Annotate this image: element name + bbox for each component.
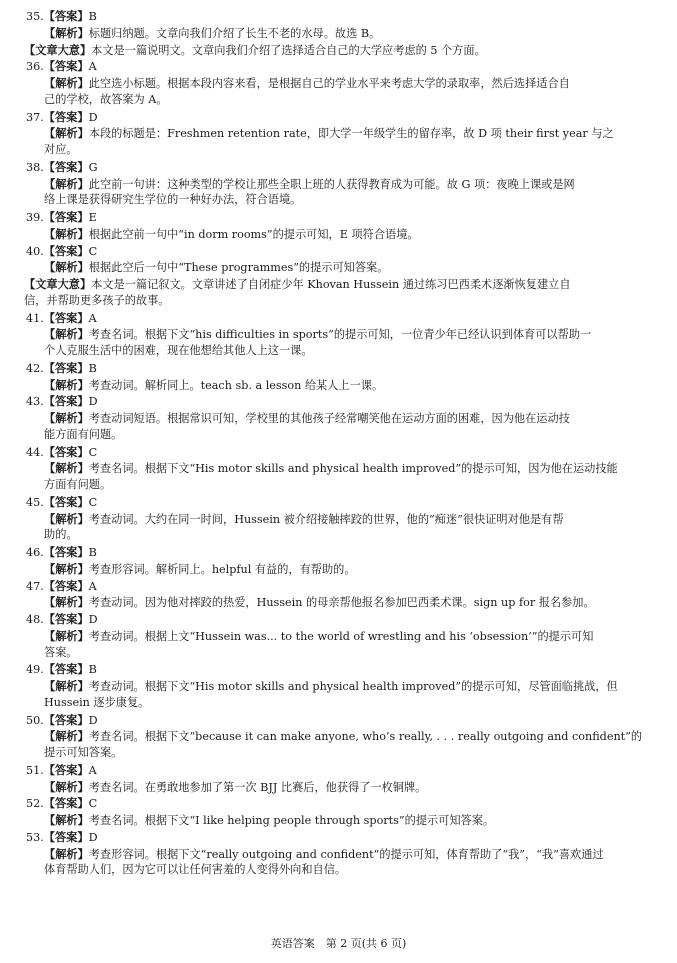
line-text: 此空选小标题。根据本段内容来看，是根据自己的学业水平来考虑大学的录取率，然后选择适合自 <box>88 77 570 90</box>
line-text: A <box>88 60 97 74</box>
answer-tag: 【答案】 <box>43 394 89 409</box>
question-number: 51. <box>26 763 44 777</box>
question-number: 41. <box>26 311 44 325</box>
line-text: 考查动词。根据上文“Hussein was... to the world of wrestling and his ‘obsession’”的提示可知 <box>88 629 594 643</box>
analysis-tag: 【解析】 <box>44 561 89 576</box>
question-number: 37. <box>26 110 44 124</box>
line-text: D <box>88 110 98 124</box>
analysis-tag: 【解析】 <box>44 176 89 191</box>
question-number: 52. <box>26 797 44 811</box>
question-number: 36. <box>26 60 44 74</box>
line-text: Hussein 逐步康复。 <box>44 695 150 709</box>
answer-tag: 【答案】 <box>43 310 89 325</box>
line-text: 答案。 <box>44 645 78 659</box>
analysis-tag: 【解析】 <box>44 846 89 861</box>
analysis-tag: 【解析】 <box>44 377 89 392</box>
line-text: 此空前一句讲：这种类型的学校让那些全职上班的人获得教育成为可能。故 G 项：夜晚上课或是网 <box>88 177 575 191</box>
line-text: A <box>88 763 97 777</box>
line-text: 考查名词。根据下文“his difficulties in sports”的提示可知，一位青少年已经认识到体育可以帮助一 <box>88 328 592 342</box>
line-text: 能方面有问题。 <box>44 427 123 441</box>
line-text: C <box>88 244 98 258</box>
line-text: 考查动词。因为他对摔跤的热爱，Hussein 的母亲帮他报名参加巴西柔术课。sign up for 报名参加。 <box>88 596 595 610</box>
line-text: 对应。 <box>44 143 78 156</box>
line-text: 考查形容词。解析同上。helpful 有益的，有帮助的。 <box>88 562 356 576</box>
analysis-tag: 【解析】 <box>44 461 89 476</box>
line-text: 信，并帮助更多孩子的故事。 <box>24 293 170 307</box>
answer-tag: 【答案】 <box>43 829 89 844</box>
analysis-tag: 【解析】 <box>44 628 89 643</box>
line-text: 体育帮助人们，因为它可以让任何害羞的人变得外向和自信。 <box>44 863 347 877</box>
answer-tag: 【答案】 <box>43 612 89 626</box>
answer-tag: 【答案】 <box>43 494 89 509</box>
answer-tag: 【答案】 <box>43 662 89 677</box>
question-number: 44. <box>26 445 44 459</box>
line-text: 本文是一篇记叙文。文章讲述了自闭症少年 Khovan Hussein 通过练习巴西柔术逐渐恢复建立自 <box>91 278 571 291</box>
line-text: 标题归纳题。文章向我们介绍了长生不老的水母。故选 B。 <box>88 26 381 40</box>
question-number: 39. <box>26 211 44 224</box>
answer-tag: 【答案】 <box>43 9 89 23</box>
summary-tag: 【文章大意】 <box>24 277 92 291</box>
answer-tag: 【答案】 <box>43 762 89 777</box>
analysis-tag: 【解析】 <box>44 226 89 241</box>
answer-tag: 【答案】 <box>43 712 89 727</box>
line-text: D <box>88 713 98 727</box>
line-text: 己的学校，故答案为 A。 <box>44 92 168 106</box>
line-text: 提示可知答案。 <box>44 746 123 759</box>
answer-tag: 【答案】 <box>43 159 89 174</box>
line-text: 本文是一篇说明文。文章向我们介绍了选择适合自己的大学应考虑的 5 个方面。 <box>91 43 486 57</box>
line-text: 根据此空后一句中“These programmes”的提示可知答案。 <box>88 261 389 275</box>
line-text: 考查名词。根据下文“I like helping people through sports”的提示可知答案。 <box>88 814 495 827</box>
line-text: 考查动词短语。根据常识可知，学校里的其他孩子经常嘲笑他在运动方面的困难，因为他在运动技 <box>88 412 570 425</box>
question-number: 48. <box>26 613 44 626</box>
question-number: 50. <box>26 713 44 727</box>
line-text: B <box>88 546 97 559</box>
question-number: 38. <box>26 160 44 174</box>
answer-tag: 【答案】 <box>43 360 89 375</box>
analysis-tag: 【解析】 <box>44 126 89 141</box>
page-footer: 英语答案 第 2 页(共 6 页) <box>270 937 407 950</box>
line-text: 络上课是获得研究生学位的一种好办法，符合语境。 <box>44 193 302 207</box>
question-number: 40. <box>26 244 44 258</box>
line-text: B <box>88 361 97 375</box>
line-text: 根据此空前一句中“in dorm rooms”的提示可知，E 项符合语境。 <box>88 227 419 241</box>
line-text: A <box>88 579 97 593</box>
analysis-tag: 【解析】 <box>44 813 89 827</box>
line-text: D <box>88 830 98 844</box>
line-text: 考查形容词。根据下文“really outgoing and confident”的提示可知，体育帮助了“我”，“我”喜欢通过 <box>88 847 604 861</box>
line-text: 考查动词。根据下文“His motor skills and physical health improved”的提示可知，尽管面临挑战，但 <box>88 680 618 693</box>
answer-tag: 【答案】 <box>43 109 89 124</box>
answer-tag: 【答案】 <box>43 243 89 258</box>
answer-tag: 【答案】 <box>43 796 89 811</box>
answer-tag: 【答案】 <box>43 545 89 559</box>
analysis-tag: 【解析】 <box>44 25 89 40</box>
line-text: 考查动词。大约在同一时间，Hussein 被介绍接触摔跤的世界，他的“痴迷”很快证明对他是有帮 <box>88 512 564 526</box>
line-text: B <box>88 10 97 23</box>
line-text: G <box>88 160 98 174</box>
line-text: 考查名词。在勇敢地参加了第一次 BJJ 比赛后，他获得了一枚铜牌。 <box>88 780 427 794</box>
analysis-tag: 【解析】 <box>44 595 89 610</box>
question-number: 47. <box>26 579 44 593</box>
line-text: 助的。 <box>44 528 78 542</box>
line-text: 本段的标题是：Freshmen retention rate，即大学一年级学生的留存率，故 D 项 their first year 与之 <box>88 127 614 141</box>
line-text: B <box>88 663 97 677</box>
analysis-tag: 【解析】 <box>44 411 89 425</box>
line-text: D <box>88 395 98 409</box>
line-text: 考查名词。根据下文“His motor skills and physical health improved”的提示可知，因为他在运动技能 <box>88 462 618 476</box>
line-text: 考查动词。解析同上。teach sb. a lesson 给某人上一课。 <box>88 378 384 392</box>
analysis-tag: 【解析】 <box>44 729 89 744</box>
analysis-tag: 【解析】 <box>44 679 89 693</box>
line-text: C <box>88 445 98 459</box>
answer-tag: 【答案】 <box>43 444 89 459</box>
question-number: 46. <box>26 546 44 559</box>
question-number: 49. <box>26 663 44 677</box>
line-text: D <box>88 613 98 626</box>
question-number: 43. <box>26 395 44 409</box>
answer-tag: 【答案】 <box>43 578 89 593</box>
analysis-tag: 【解析】 <box>44 779 89 794</box>
line-text: E <box>88 211 97 224</box>
text-line <box>0 860 677 880</box>
summary-tag: 【文章大意】 <box>24 42 92 57</box>
line-text: 个人克服生活中的困难，现在他想给其他人上这一课。 <box>44 344 313 357</box>
line-text: 方面有问题。 <box>44 478 112 491</box>
analysis-tag: 【解析】 <box>44 260 89 275</box>
question-number: 45. <box>26 495 44 509</box>
answer-tag: 【答案】 <box>43 210 89 224</box>
analysis-tag: 【解析】 <box>44 76 89 90</box>
answer-tag: 【答案】 <box>43 59 89 74</box>
question-number: 42. <box>26 361 44 375</box>
line-text: C <box>88 495 98 509</box>
analysis-tag: 【解析】 <box>44 511 89 526</box>
line-text: C <box>88 797 98 811</box>
question-number: 53. <box>26 830 44 844</box>
question-number: 35. <box>26 10 44 23</box>
line-text: A <box>88 311 97 325</box>
analysis-tag: 【解析】 <box>44 327 89 342</box>
line-text: 考查名词。根据下文“because it can make anyone, who’s really, . . . really outgoing and confident”的 <box>88 730 643 744</box>
